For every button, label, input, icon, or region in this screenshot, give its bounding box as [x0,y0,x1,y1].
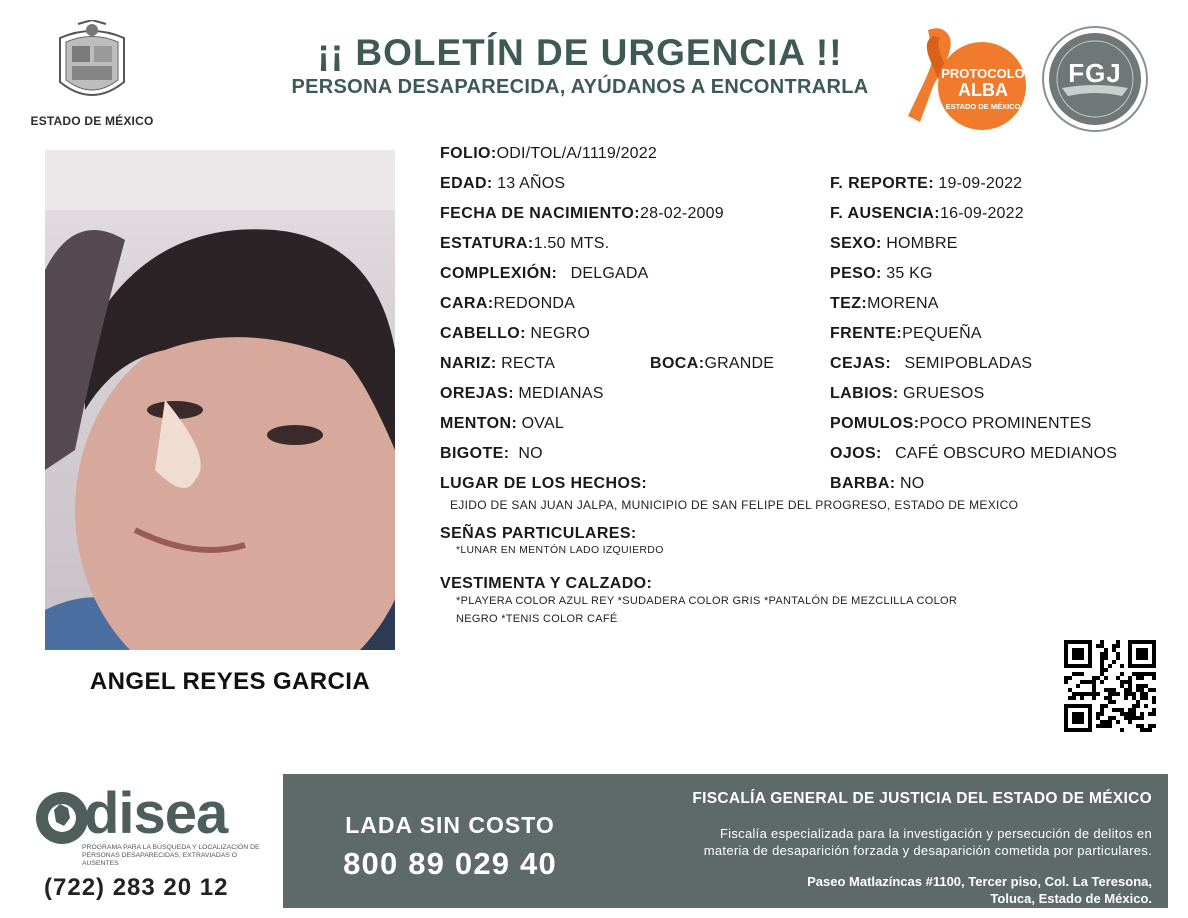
field-barba [830,475,924,493]
estado-de-mexico-coat-of-arms-icon [52,20,132,108]
field-menton-value: OVAL [521,415,564,432]
field-cara-label: CARA: [440,295,494,312]
field-vestimenta-line2: NEGRO *TENIS COLOR CAFÉ [456,613,618,625]
alba-text-protocolo: PROTOCOLO [941,66,1025,81]
field-vestimenta-label [440,575,652,593]
field-bigote-value: NO [518,445,543,462]
field-lugar-value: EJIDO DE SAN JUAN JALPA, MUNICIPIO DE SAN FELIPE DEL PROGRESO, ESTADO DE MEXICO [450,498,1019,512]
field-estatura [440,235,609,253]
field-lugar-label-text: LUGAR DE LOS HECHOS: [440,475,648,492]
field-ojos [830,445,1117,463]
fiscalia-title: FISCALÍA GENERAL DE JUSTICIA DEL ESTADO DE MÉXICO [692,790,1152,807]
estado-de-mexico-label: ESTADO DE MÉXICO [30,114,154,128]
field-lugar-label [440,475,647,493]
field-cabello [440,325,590,343]
field-folio-label: FOLIO: [440,145,497,162]
field-orejas-label: OREJAS: [440,385,514,402]
field-orejas [440,385,604,403]
fgj-text: FGJ [1068,58,1122,88]
missing-person-photo [45,150,395,650]
field-peso-label: PESO: [830,265,882,282]
field-frente [830,325,982,343]
field-bigote [440,445,543,463]
field-fecha-nacimiento-value: 28-02-2009 [640,205,724,222]
fgj-logo [1040,24,1150,134]
field-cara [440,295,575,313]
fiscalia-description [600,825,1152,859]
field-tez-value: MORENA [867,295,939,312]
contact-phone[interactable]: (722) 283 20 12 [44,874,229,901]
alba-text-alba: ALBA [958,80,1008,100]
field-orejas-value: MEDIANAS [518,385,604,402]
field-labios-label: LABIOS: [830,385,899,402]
field-cejas [830,355,1032,373]
field-nariz-label: NARIZ: [440,355,497,372]
field-sexo-label: SEXO: [830,235,882,252]
field-bigote-label: BIGOTE: [440,445,510,462]
field-sexo-value: HOMBRE [886,235,958,252]
fiscalia-description-line2: materia de desaparición forzada y desaparición cometida por particulares. [703,843,1152,858]
odisea-wordmark: disea [84,781,228,846]
field-complexion-label: COMPLEXIÓN: [440,265,558,282]
fiscalia-description-line1: Fiscalía especializada para la investigación y persecución de delitos en [719,826,1152,841]
field-tez-label: TEZ: [830,295,868,312]
field-f-ausencia-value: 16-09-2022 [940,205,1024,222]
field-frente-label: FRENTE: [830,325,903,342]
field-nariz [440,355,555,373]
field-sexo [830,235,958,253]
field-ojos-label: OJOS: [830,445,882,462]
toll-free-number[interactable]: 800 89 029 40 [343,846,557,881]
field-boca-label: BOCA: [650,355,705,372]
alba-text-estado: ESTADO DE MÉXICO [945,102,1021,111]
fiscalia-address-line1: Paseo Matlazíncas #1100, Tercer piso, Col. La Teresona, [807,874,1152,889]
field-ojos-value: CAFÉ OBSCURO MEDIANOS [895,445,1118,462]
toll-free-label: LADA SIN COSTO [345,812,555,838]
field-complexion-value: DELGADA [570,265,649,282]
field-f-ausencia-label: F. AUSENCIA: [830,205,940,222]
field-pomulos-value: POCO PROMINENTES [919,415,1092,432]
field-menton [440,415,564,433]
field-folio-value: ODI/TOL/A/1119/2022 [496,145,657,162]
field-cabello-label: CABELLO: [440,325,526,342]
field-labios-value: GRUESOS [903,385,985,402]
field-edad-value: 13 AÑOS [497,175,566,192]
field-f-reporte [830,175,1022,193]
field-menton-label: MENTON: [440,415,518,432]
field-fecha-nacimiento-label: FECHA DE NACIMIENTO: [440,205,640,222]
field-vestimenta-line1: *PLAYERA COLOR AZUL REY *SUDADERA COLOR GRIS *PANTALÓN DE MEZCLILLA COLOR [456,595,958,607]
field-frente-value: PEQUEÑA [902,325,982,342]
field-folio [440,145,657,163]
field-cejas-value: SEMIPOBLADAS [904,355,1033,372]
field-f-ausencia [830,205,1024,223]
fiscalia-address-line2: Toluca, Estado de México. [990,891,1152,906]
field-tez [830,295,939,313]
field-barba-label: BARBA: [830,475,896,492]
odisea-program-description: PROGRAMA PARA LA BÚSQUEDA Y LOCALIZACIÓN DE PERSONAS DESAPARECIDAS, EXTRAVIADAS O AUSENTES [82,844,260,867]
field-complexion [440,265,649,283]
field-vestimenta-label-text: VESTIMENTA Y CALZADO: [440,575,653,592]
field-f-reporte-label: F. REPORTE: [830,175,934,192]
field-pomulos-label: POMULOS: [830,415,920,432]
field-fecha-nacimiento [440,205,724,223]
field-senas-label [440,525,637,543]
field-barba-value: NO [899,475,925,492]
field-boca-value: GRANDE [704,355,775,372]
field-pomulos [830,415,1092,433]
field-senas-label-text: SEÑAS PARTICULARES: [440,525,637,542]
field-peso-value: 35 KG [886,265,933,282]
field-estatura-value: 1.50 MTS. [533,235,610,252]
field-cejas-label: CEJAS: [830,355,892,372]
field-edad [440,175,565,193]
field-labios [830,385,984,403]
bulletin-subtitle: PERSONA DESAPARECIDA, AYÚDANOS A ENCONTRARLA [291,76,869,98]
field-nariz-value: RECTA [501,355,556,372]
bulletin-title: ¡¡ BOLETÍN DE URGENCIA !! [317,32,843,73]
protocolo-alba-logo [900,22,1030,132]
field-boca [650,355,774,373]
qr-code-icon[interactable] [1064,640,1156,732]
field-peso [830,265,933,283]
field-cara-value: REDONDA [493,295,575,312]
field-edad-label: EDAD: [440,175,493,192]
field-estatura-label: ESTATURA: [440,235,534,252]
field-cabello-value: NEGRO [530,325,590,342]
field-senas-value: *LUNAR EN MENTÓN LADO IZQUIERDO [456,544,664,556]
person-name: ANGEL REYES GARCIA [89,668,371,695]
field-f-reporte-value: 19-09-2022 [938,175,1023,192]
